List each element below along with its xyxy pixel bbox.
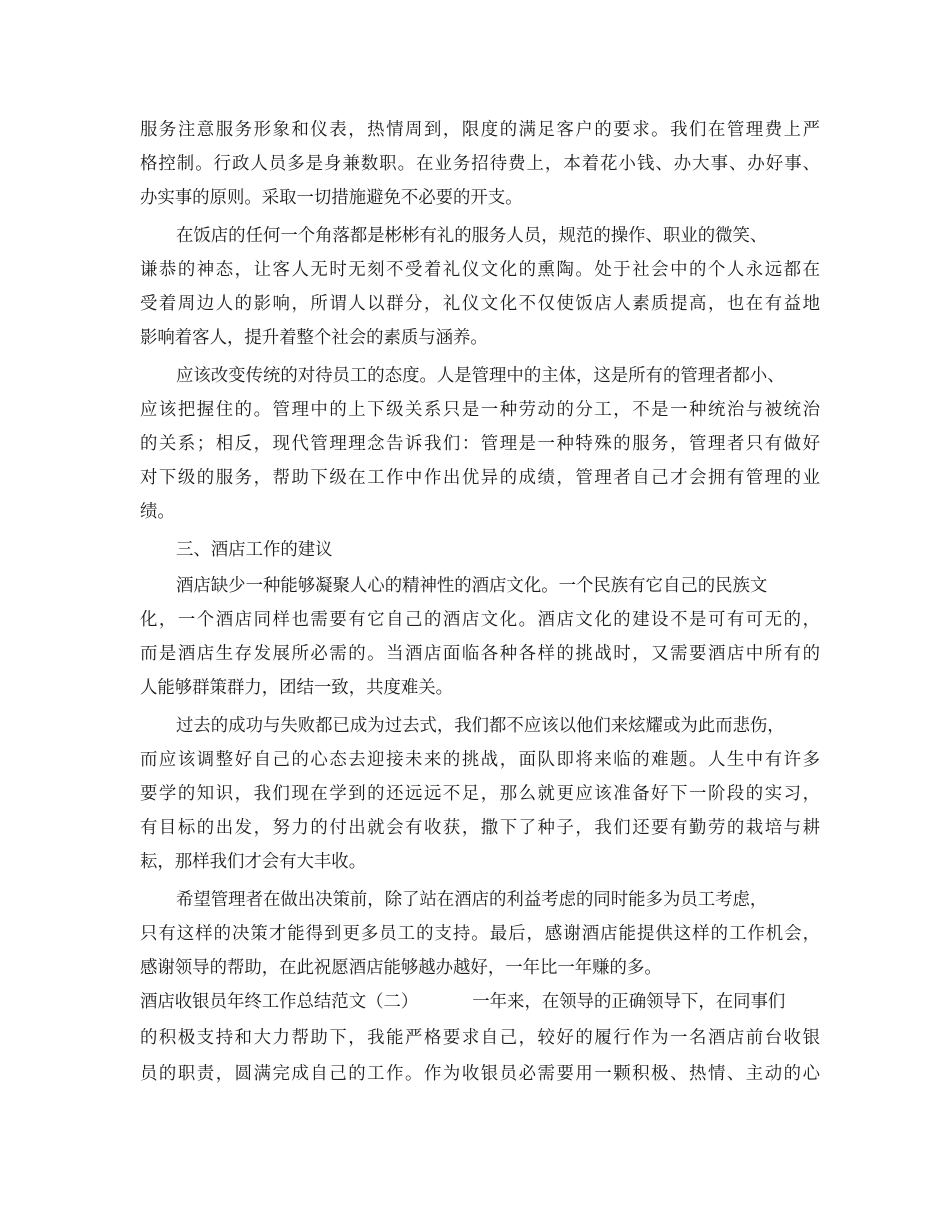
text-line: 员的职责，圆满完成自己的工作。作为收银员必需要用一颗积极、热情、主动的心 [140, 1064, 820, 1084]
paragraph-first-line: 应该改变传统的对待员工的态度。人是管理中的主体，这是所有的管理者都小、 [176, 366, 785, 386]
article-intro: 一年来，在领导的正确领导下，在同事们 [472, 992, 786, 1012]
text-line: 人能够群策群力，团结一致，共度难关。 [140, 678, 454, 698]
text-line: 办实事的原则。采取一切措施避免不必要的开支。 [140, 188, 523, 208]
article-title: 酒店收银员年终工作总结范文（二） [140, 992, 419, 1012]
text-line: 要学的知识，我们现在学到的还远远不足，那么就更应该准备好下一阶段的实习， [140, 784, 820, 804]
text-line: 感谢领导的帮助，在此祝愿酒店能够越办越好，一年比一年赚的多。 [140, 958, 662, 978]
text-line: 化，一个酒店同样也需要有它自己的酒店文化。酒店文化的建设不是可有可无的， [140, 610, 820, 630]
text-line: 耘，那样我们才会有大丰收。 [140, 852, 367, 872]
text-line: 绩。 [140, 502, 175, 522]
text-line: 而应该调整好自己的心态去迎接未来的挑战，面队即将来临的难题。人生中有许多 [140, 750, 820, 770]
text-line: 对下级的服务，帮助下级在工作中作出优异的成绩，管理者自己才会拥有管理的业 [140, 468, 820, 488]
text-line: 的积极支持和大力帮助下，我能严格要求自己，较好的履行作为一名酒店前台收银 [140, 1028, 820, 1048]
text-line: 影响着客人，提升着整个社会的素质与涵养。 [140, 328, 488, 348]
text-line: 的关系；相反，现代管理理念告诉我们：管理是一种特殊的服务，管理者只有做好 [140, 434, 820, 454]
paragraph-first-line: 在饭店的任何一个角落都是彬彬有礼的服务人员，规范的操作、职业的微笑、 [176, 226, 768, 246]
text-line: 服务注意服务形象和仪表，热情周到，限度的满足客户的要求。我们在管理费上严 [140, 120, 820, 140]
paragraph-first-line: 酒店缺少一种能够凝聚人心的精神性的酒店文化。一个民族有它自己的民族文 [176, 576, 768, 596]
text-line: 有目标的出发，努力的付出就会有收获，撒下了种子，我们还要有勤劳的栽培与耕 [140, 818, 820, 838]
paragraph-first-line: 过去的成功与失败都已成为过去式，我们都不应该以他们来炫耀或为此而悲伤， [176, 716, 785, 736]
text-line: 只有这样的决策才能得到更多员工的支持。最后，感谢酒店能提供这样的工作机会， [140, 924, 820, 944]
section-heading: 三、酒店工作的建议 [176, 540, 333, 560]
text-line: 谦恭的神态，让客人无时无刻不受着礼仪文化的熏陶。处于社会中的个人永远都在 [140, 260, 820, 280]
text-line: 而是酒店生存发展所必需的。当酒店面临各种各样的挑战时，又需要酒店中所有的 [140, 644, 820, 664]
text-line: 受着周边人的影响，所谓人以群分，礼仪文化不仅使饭店人素质提高，也在有益地 [140, 294, 820, 314]
text-line: 格控制。行政人员多是身兼数职。在业务招待费上，本着花小钱、办大事、办好事、 [140, 154, 820, 174]
text-line: 应该把握住的。管理中的上下级关系只是一种劳动的分工，不是一种统治与被统治 [140, 400, 820, 420]
paragraph-first-line: 希望管理者在做出决策前，除了站在酒店的利益考虑的同时能多为员工考虑， [176, 890, 768, 910]
article-heading-line [140, 985, 820, 1019]
